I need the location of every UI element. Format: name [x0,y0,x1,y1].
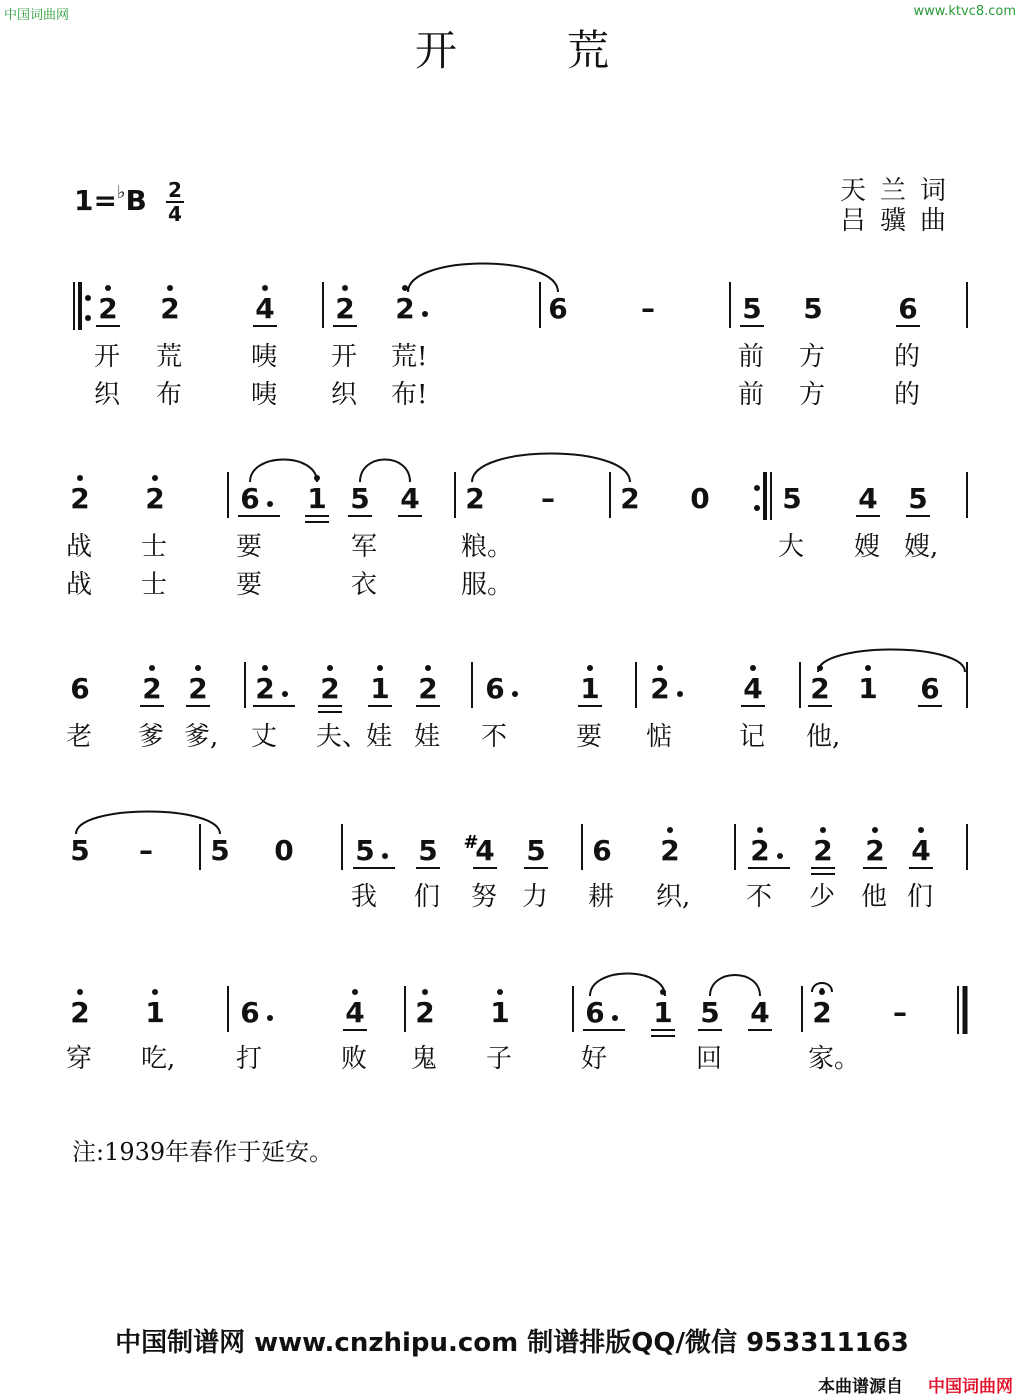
note-1: 1 [145,996,165,1029]
note-1: 1 [653,996,673,1029]
note-5: 5 [742,292,762,325]
augmentation-dot [382,853,388,859]
octave-dot [422,989,428,995]
lyric-syllable: 娃 [366,722,393,752]
lyric-syllable: 老 [66,722,93,752]
augmentation-dot [422,311,428,317]
note-6: 6 [898,292,918,325]
tie-slur [472,454,630,483]
lyric-syllable: 记 [739,722,766,752]
octave-dot [587,665,593,671]
octave-dot [757,827,763,833]
octave-dot [105,285,111,291]
note-2: 2 [660,834,680,867]
sharp-sign: # [463,832,479,853]
lyric-syllable: 前 [738,380,765,410]
note-5: 5 [700,996,720,1029]
composer-credit: 吕骥曲 [840,206,961,236]
note-2: 2 [255,672,275,705]
octave-dot [195,665,201,671]
repeat-dot [85,295,91,301]
lyric-syllable: 努 [471,882,498,912]
lyric-syllable: 荒! [391,342,428,372]
note-4: 4 [858,482,878,515]
lyric-syllable: 夫、 [316,722,369,752]
lyric-syllable: 衣 [351,570,378,600]
lyric-syllable: 大 [778,532,805,562]
note-5: 5 [908,482,928,515]
lyric-syllable: 咦 [251,380,278,410]
octave-dot [402,285,408,291]
octave-dot [377,665,383,671]
octave-dot [667,827,673,833]
note-6: 6 [585,996,605,1029]
note-dash: – [541,482,555,515]
lyric-syllable: 布! [391,380,428,410]
note-2: 2 [810,672,830,705]
augmentation-dot [612,1015,618,1021]
tie-slur [408,264,558,293]
note-5: 5 [418,834,438,867]
lyric-syllable: 不 [481,722,508,752]
lyric-syllable: 方 [799,342,826,372]
composition-note: 注:1939年春作于延安。 [72,1138,334,1166]
lyric-syllable: 开 [331,342,358,372]
octave-dot [872,827,878,833]
lyric-syllable: 好 [581,1044,608,1074]
note-6: 6 [240,482,260,515]
octave-dot [342,285,348,291]
lyric-syllable: 咦 [251,342,278,372]
octave-dot [425,665,431,671]
tie-slur [250,460,317,483]
lyric-syllable: 爹 [138,722,165,752]
octave-dot [149,665,155,671]
lyric-syllable: 粮。 [461,532,514,562]
note-1: 1 [580,672,600,705]
lyric-syllable: 娃 [414,722,441,752]
note-2: 2 [335,292,355,325]
note-5: 5 [210,834,230,867]
lyric-syllable: 织 [331,380,358,410]
note-6: 6 [592,834,612,867]
lyric-syllable: 力 [522,882,549,912]
note-4: 4 [345,996,365,1029]
note-2: 2 [70,996,90,1029]
octave-dot [262,665,268,671]
note-2: 2 [465,482,485,515]
note-6: 6 [240,996,260,1029]
lyric-syllable: 我 [351,882,378,912]
octave-dot [152,989,158,995]
lyric-syllable: 战 [66,570,93,600]
lyric-syllable: 织, [656,882,691,912]
augmentation-dot [267,501,273,507]
key-note: B [125,184,147,217]
note-5: 5 [803,292,823,325]
note-2: 2 [188,672,208,705]
lyric-syllable: 穿 [66,1044,93,1074]
fermata-dot [820,988,824,992]
note-2: 2 [142,672,162,705]
note-6: 6 [70,672,90,705]
source-site: 中国词曲网 [928,1377,1013,1397]
lyric-syllable: 他 [861,882,888,912]
note-2: 2 [865,834,885,867]
lyric-syllable: 爹, [184,722,219,752]
tie-slur [818,650,965,673]
lyric-syllable: 嫂, [904,532,939,562]
lyric-syllable: 子 [486,1044,513,1074]
lyric-syllable: 荒 [156,342,183,372]
lyric-syllable: 军 [351,532,378,562]
repeat-dot [754,505,760,511]
lyric-syllable: 们 [907,882,934,912]
lyric-syllable: 丈 [251,722,278,752]
note-6: 6 [548,292,568,325]
lyric-syllable: 的 [894,342,921,372]
tie-slur [590,974,665,997]
note-2: 2 [98,292,118,325]
lyric-syllable: 服。 [461,570,514,600]
octave-dot [865,665,871,671]
note-0: 0 [274,834,294,867]
note-2: 2 [812,996,832,1029]
note-4: 4 [400,482,420,515]
note-5: 5 [350,482,370,515]
lyric-syllable: 要 [576,722,603,752]
note-1: 1 [490,996,510,1029]
note-2: 2 [620,482,640,515]
note-0: 0 [690,482,710,515]
note-dash: – [641,292,655,325]
note-dash: – [139,834,153,867]
augmentation-dot [777,853,783,859]
tie-slur [710,975,760,996]
note-5: 5 [70,834,90,867]
note-1: 1 [307,482,327,515]
lyric-syllable: 回 [696,1044,723,1074]
note-4: 4 [750,996,770,1029]
note-2: 2 [750,834,770,867]
note-6: 6 [485,672,505,705]
note-5: 5 [355,834,375,867]
lyric-syllable: 前 [738,342,765,372]
tie-slur [76,812,220,835]
augmentation-dot [282,691,288,697]
octave-dot [327,665,333,671]
note-2: 2 [395,292,415,325]
note-2: 2 [145,482,165,515]
key-base: 1= [74,184,117,217]
repeat-dot [754,485,760,491]
note-2: 2 [70,482,90,515]
watermark-right: www.ktvc8.com [913,4,1016,19]
lyric-syllable: 要 [236,570,263,600]
page-title: 开荒 [414,26,719,75]
augmentation-dot [677,691,683,697]
octave-dot [152,475,158,481]
note-6: 6 [920,672,940,705]
lyric-syllable: 鬼 [411,1044,438,1074]
octave-dot [497,989,503,995]
note-4: 4 [255,292,275,325]
augmentation-dot [267,1015,273,1021]
lyric-syllable: 布 [156,380,183,410]
octave-dot [750,665,756,671]
lyric-syllable: 少 [809,882,836,912]
lyric-syllable: 惦 [646,722,673,752]
note-4: 4 [743,672,763,705]
lyricist-credit: 天兰词 [840,176,961,206]
octave-dot [262,285,268,291]
octave-dot [657,665,663,671]
lyric-syllable: 战 [66,532,93,562]
source-label: 本曲谱源自 [818,1377,903,1397]
lyric-syllable: 嫂 [854,532,881,562]
repeat-dot [85,315,91,321]
octave-dot [918,827,924,833]
lyric-syllable: 士 [141,570,168,600]
lyric-syllable: 开 [94,342,121,372]
lyric-syllable: 打 [236,1044,263,1074]
note-1: 1 [858,672,878,705]
lyric-syllable: 方 [799,380,826,410]
footer-credit: 中国制谱网 www.cnzhipu.com 制谱排版QQ/微信 953311163 [115,1328,909,1358]
augmentation-dot [512,691,518,697]
time-top: 2 [168,178,182,202]
octave-dot [820,827,826,833]
lyric-syllable: 的 [894,380,921,410]
lyric-syllable: 要 [236,532,263,562]
lyric-syllable: 家。 [808,1044,861,1074]
note-5: 5 [526,834,546,867]
tie-slur [360,460,410,483]
watermark-left: 中国词曲网 [4,8,70,23]
note-2: 2 [160,292,180,325]
lyric-syllable: 织 [94,380,121,410]
note-1: 1 [370,672,390,705]
lyric-syllable: 耕 [588,882,615,912]
note-dash: – [893,996,907,1029]
note-4: 4 [475,834,495,867]
note-4: 4 [911,834,931,867]
octave-dot [352,989,358,995]
octave-dot [77,989,83,995]
octave-dot [77,475,83,481]
time-bottom: 4 [168,202,182,226]
note-2: 2 [415,996,435,1029]
note-2: 2 [320,672,340,705]
lyric-syllable: 们 [414,882,441,912]
lyric-syllable: 吃, [141,1044,176,1074]
note-5: 5 [782,482,802,515]
octave-dot [167,285,173,291]
lyric-syllable: 他, [806,722,841,752]
note-2: 2 [418,672,438,705]
lyric-syllable: 不 [746,882,773,912]
note-2: 2 [650,672,670,705]
note-2: 2 [813,834,833,867]
flat-sign: ♭ [116,182,126,203]
lyric-syllable: 败 [341,1044,368,1074]
lyric-syllable: 士 [141,532,168,562]
